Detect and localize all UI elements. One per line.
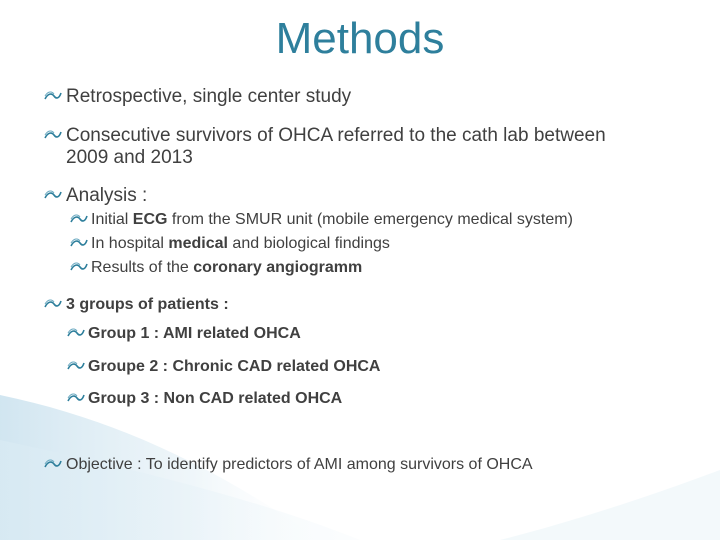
wave-bullet-icon	[70, 261, 88, 273]
sub-bullet-text	[91, 210, 573, 230]
sub-bullet-text: Group 3 : Non CAD related OHCA	[88, 390, 343, 407]
bullet-text: Analysis :	[66, 185, 148, 206]
wave-bullet-icon	[67, 360, 85, 372]
wave-bullet-icon	[67, 392, 85, 404]
wave-bullet-icon	[44, 458, 62, 470]
slide-title: Methods	[275, 14, 445, 63]
text-plain: and biological findings	[227, 235, 390, 252]
wave-bullet-icon	[70, 213, 88, 225]
bullet-text-line1: Consecutive survivors of OHCA referred to the cath lab between	[66, 125, 606, 146]
sub-bullet-text	[91, 234, 390, 254]
sub-bullet-text	[91, 258, 362, 278]
text-plain: In hospital	[91, 235, 169, 252]
bullet-text: Retrospective, single center study	[66, 86, 352, 107]
text-plain: Initial	[91, 211, 133, 228]
text-plain: Results of the	[91, 259, 194, 276]
sub-bullet-text: Group 1 : AMI related OHCA	[88, 325, 301, 342]
wave-bullet-icon	[70, 237, 88, 249]
wave-bullet-icon	[44, 298, 62, 310]
wave-bullet-icon	[44, 189, 62, 201]
bullet-text: 3 groups of patients :	[66, 296, 229, 313]
bullet-text: Objective : To identify predictors of AMI among survivors of OHCA	[66, 456, 533, 473]
text-bold: coronary angiogramm	[193, 259, 363, 276]
sub-bullet-text: Groupe 2 : Chronic CAD related OHCA	[88, 358, 381, 375]
wave-bullet-icon	[44, 90, 62, 102]
wave-bullet-icon	[44, 129, 62, 141]
text-plain: from the SMUR unit (mobile emergency medical system)	[167, 211, 573, 228]
wave-bullet-icon	[67, 327, 85, 339]
text-bold: medical	[168, 235, 228, 252]
bullet-text-line2: 2009 and 2013	[66, 147, 193, 168]
text-bold: ECG	[132, 211, 168, 228]
